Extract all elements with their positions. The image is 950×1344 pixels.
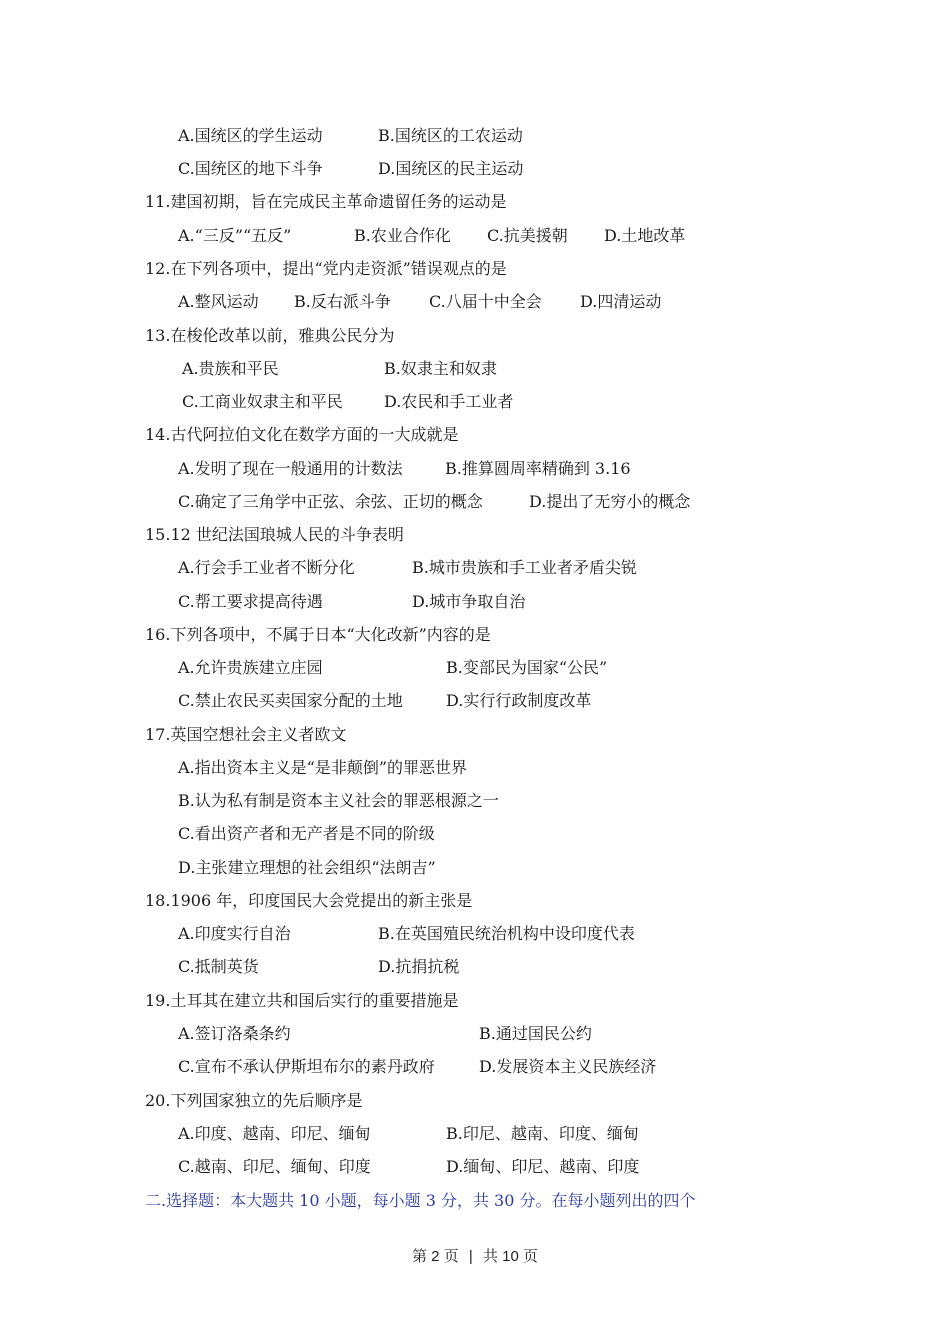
q12-option-d: D.四清运动 (580, 292, 662, 311)
q13-option-a: A.贵族和平民 (182, 359, 279, 378)
q14-option-b: B.推算圆周率精确到 3.16 (445, 459, 631, 478)
q18-option-a: A.印度实行自治 (178, 924, 291, 943)
q18-option-c: C.抵制英货 (178, 957, 259, 976)
question-14-stem: 14.古代阿拉伯文化在数学方面的一大成就是 (145, 425, 459, 444)
q18-option-b: B.在英国殖民统治机构中设印度代表 (378, 924, 635, 943)
q15-option-d: D.城市争取自治 (412, 592, 526, 611)
q11-option-a: A.“三反”“五反” (178, 226, 292, 245)
q12-option-c: C.八届十中全会 (429, 292, 542, 311)
question-13-stem: 13.在梭伦改革以前，雅典公民分为 (145, 326, 395, 345)
footer-separator: | (468, 1248, 473, 1265)
q15-option-b: B.城市贵族和手工业者矛盾尖锐 (412, 558, 637, 577)
q11-option-d: D.土地改革 (604, 226, 686, 245)
q12-option-b: B.反右派斗争 (294, 292, 391, 311)
question-11-stem: 11.建国初期，旨在完成民主革命遗留任务的运动是 (145, 192, 507, 211)
q11-option-b: B.农业合作化 (354, 226, 451, 245)
q20-option-c: C.越南、印尼、缅甸、印度 (178, 1157, 371, 1176)
question-15-stem: 15.12 世纪法国琅城人民的斗争表明 (145, 525, 404, 544)
q19-option-b: B.通过国民公约 (479, 1024, 592, 1043)
q20-option-b: B.印尼、越南、印度、缅甸 (446, 1124, 639, 1143)
q14-option-d: D.提出了无穷小的概念 (529, 492, 691, 511)
page-footer (0, 1245, 950, 1266)
q17-option-b: B.认为私有制是资本主义社会的罪恶根源之一 (178, 791, 499, 810)
page-total: 共 10 页 (482, 1248, 538, 1265)
q19-option-a: A.签订洛桑条约 (178, 1024, 291, 1043)
q18-option-d: D.抗捐抗税 (378, 957, 460, 976)
page-number: 第 2 页 (412, 1248, 459, 1265)
q19-option-d: D.发展资本主义民族经济 (479, 1057, 657, 1076)
question-17-stem: 17.英国空想社会主义者欧文 (145, 725, 347, 744)
option-d: D.国统区的民主运动 (378, 159, 524, 178)
option-b: B.国统区的工农运动 (378, 126, 523, 145)
q16-option-b: B.变部民为国家“公民” (446, 658, 608, 677)
q16-option-c: C.禁止农民买卖国家分配的土地 (178, 691, 403, 710)
option-c: C.国统区的地下斗争 (178, 159, 323, 178)
q19-option-c: C.宣布不承认伊斯坦布尔的素丹政府 (178, 1057, 435, 1076)
option-a: A.国统区的学生运动 (178, 126, 323, 145)
q13-option-d: D.农民和手工业者 (384, 392, 514, 411)
q11-option-c: C.抗美援朝 (487, 226, 568, 245)
question-19-stem: 19.土耳其在建立共和国后实行的重要措施是 (145, 991, 459, 1010)
q15-option-a: A.行会手工业者不断分化 (178, 558, 355, 577)
q20-option-a: A.印度、越南、印尼、缅甸 (178, 1124, 371, 1143)
q15-option-c: C.帮工要求提高待遇 (178, 592, 323, 611)
q14-option-c: C.确定了三角学中正弦、余弦、正切的概念 (178, 492, 483, 511)
question-18-stem: 18.1906 年，印度国民大会党提出的新主张是 (145, 891, 473, 910)
question-12-stem: 12.在下列各项中，提出“党内走资派”错误观点的是 (145, 259, 507, 278)
q17-option-c: C.看出资产者和无产者是不同的阶级 (178, 824, 435, 843)
q13-option-b: B.奴隶主和奴隶 (384, 359, 497, 378)
q20-option-d: D.缅甸、印尼、越南、印度 (446, 1157, 640, 1176)
q12-option-a: A.整风运动 (178, 292, 259, 311)
question-20-stem: 20.下列国家独立的先后顺序是 (145, 1091, 363, 1110)
q14-option-a: A.发明了现在一般通用的计数法 (178, 459, 403, 478)
q16-option-a: A.允许贵族建立庄园 (178, 658, 323, 677)
q13-option-c: C.工商业奴隶主和平民 (182, 392, 343, 411)
q17-option-d: D.主张建立理想的社会组织“法朗吉” (178, 858, 436, 877)
question-16-stem: 16.下列各项中，不属于日本“大化改新”内容的是 (145, 625, 491, 644)
q17-option-a: A.指出资本主义是“是非颠倒”的罪恶世界 (178, 758, 468, 777)
q16-option-d: D.实行行政制度改革 (446, 691, 592, 710)
section-2-heading: 二.选择题：本大题共 10 小题，每小题 3 分，共 30 分。在每小题列出的四个 (145, 1191, 696, 1210)
